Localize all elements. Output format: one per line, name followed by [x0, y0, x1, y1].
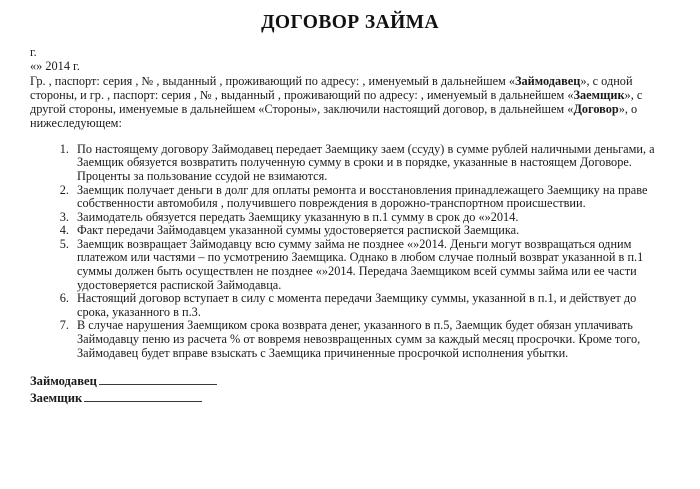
- signature-label-borrower: Заемщик: [30, 391, 83, 406]
- signature-block: [0, 373, 700, 407]
- quote-open-borrower: «: [567, 88, 574, 103]
- intro-text-part-1: Гр. , паспорт: серия , № , выданный , проживающий по адресу: , именуемый в дальнейшем: [30, 74, 509, 89]
- intro-text-part-2: , с одной стороны, и гр. , паспорт: серия , № , выданный , проживающий по адресу: , именуемый в дальнейшем: [30, 74, 633, 103]
- intro-text-part-3: , с другой стороны, именуемые в дальнейшем «Стороны», заключили настоящий договор, в дальнейшем: [30, 88, 643, 117]
- quote-open-lender: «: [508, 74, 516, 89]
- header-date-line: «» 2014 г.: [30, 59, 80, 74]
- clause-item: 4. Факт передачи Займодавцем указанной суммы удостоверяется распиской Заемщика.: [72, 224, 655, 238]
- intro-paragraph: [0, 74, 700, 130]
- clause-item: 6. Настоящий договор вступает в силу с момента передачи Заемщику суммы, указанной в п.1, и действует до срока, указанного в п.3.: [72, 292, 655, 319]
- term-contract: Договор: [573, 102, 619, 117]
- clause-item: 5. Заемщик возвращает Займодавцу всю сумму займа не позднее «»2014. Деньги могут возвращаться одним платежом или частями – по усмотрению Заемщика. Однако в любом случае полный возврат указанной в п.1 суммы должен быть осуществлен не позднее «»2014. Передача Заемщиком всей суммы займа или ее части удостоверяется распиской Займодавца.: [72, 238, 655, 292]
- clause-item: 7. В случае нарушения Заемщиком срока возврата денег, указанного в п.5, Заемщик будет обязан уплачивать Займодавцу пеню из расчета % от вовремя невозвращенных сумм за каждый месяц просрочки. Кроме того, Займодавец будет вправе взыскать с Заемщика причиненные просрочкой исполнения убытки.: [72, 319, 655, 360]
- intro-text-part-4: , о нижеследующем:: [30, 102, 638, 131]
- signature-line-lender[interactable]: [99, 373, 217, 385]
- quote-close-lender: »: [580, 74, 587, 89]
- document-header: [0, 45, 700, 73]
- quote-close-contract: »: [618, 102, 625, 117]
- signature-row-borrower: [30, 390, 700, 407]
- clause-list: [0, 143, 700, 361]
- term-lender: Займодавец: [515, 74, 581, 89]
- signature-line-borrower[interactable]: [84, 390, 202, 402]
- signature-label-lender: Займодавец: [30, 374, 97, 389]
- quote-close-borrower: »: [624, 88, 631, 103]
- signature-row-lender: [30, 373, 700, 390]
- clause-item: 1. По настоящему договору Займодавец передает Заемщику заем (ссуду) в сумме рублей наличными деньгами, а Заемщик обязуется возвратить полученную сумму в сроки и в порядке, указанные в настоящем Договоре. Проценты за пользование ссудой не взимаются.: [72, 143, 655, 184]
- quote-open-contract: «: [567, 102, 574, 117]
- clause-item: 2. Заемщик получает деньги в долг для оплаты ремонта и восстановления принадлежащего Заемщику на праве собственности автомобиля , получившего повреждения в дорожно-транспортном происшествии.: [72, 184, 655, 211]
- header-city-line: г.: [30, 45, 37, 60]
- term-borrower: Заемщик: [573, 88, 625, 103]
- page-title: ДОГОВОР ЗАЙМА: [261, 12, 439, 33]
- clause-item: 3. Заимодатель обязуется передать Заемщику указанную в п.1 сумму в срок до «»2014.: [72, 211, 655, 225]
